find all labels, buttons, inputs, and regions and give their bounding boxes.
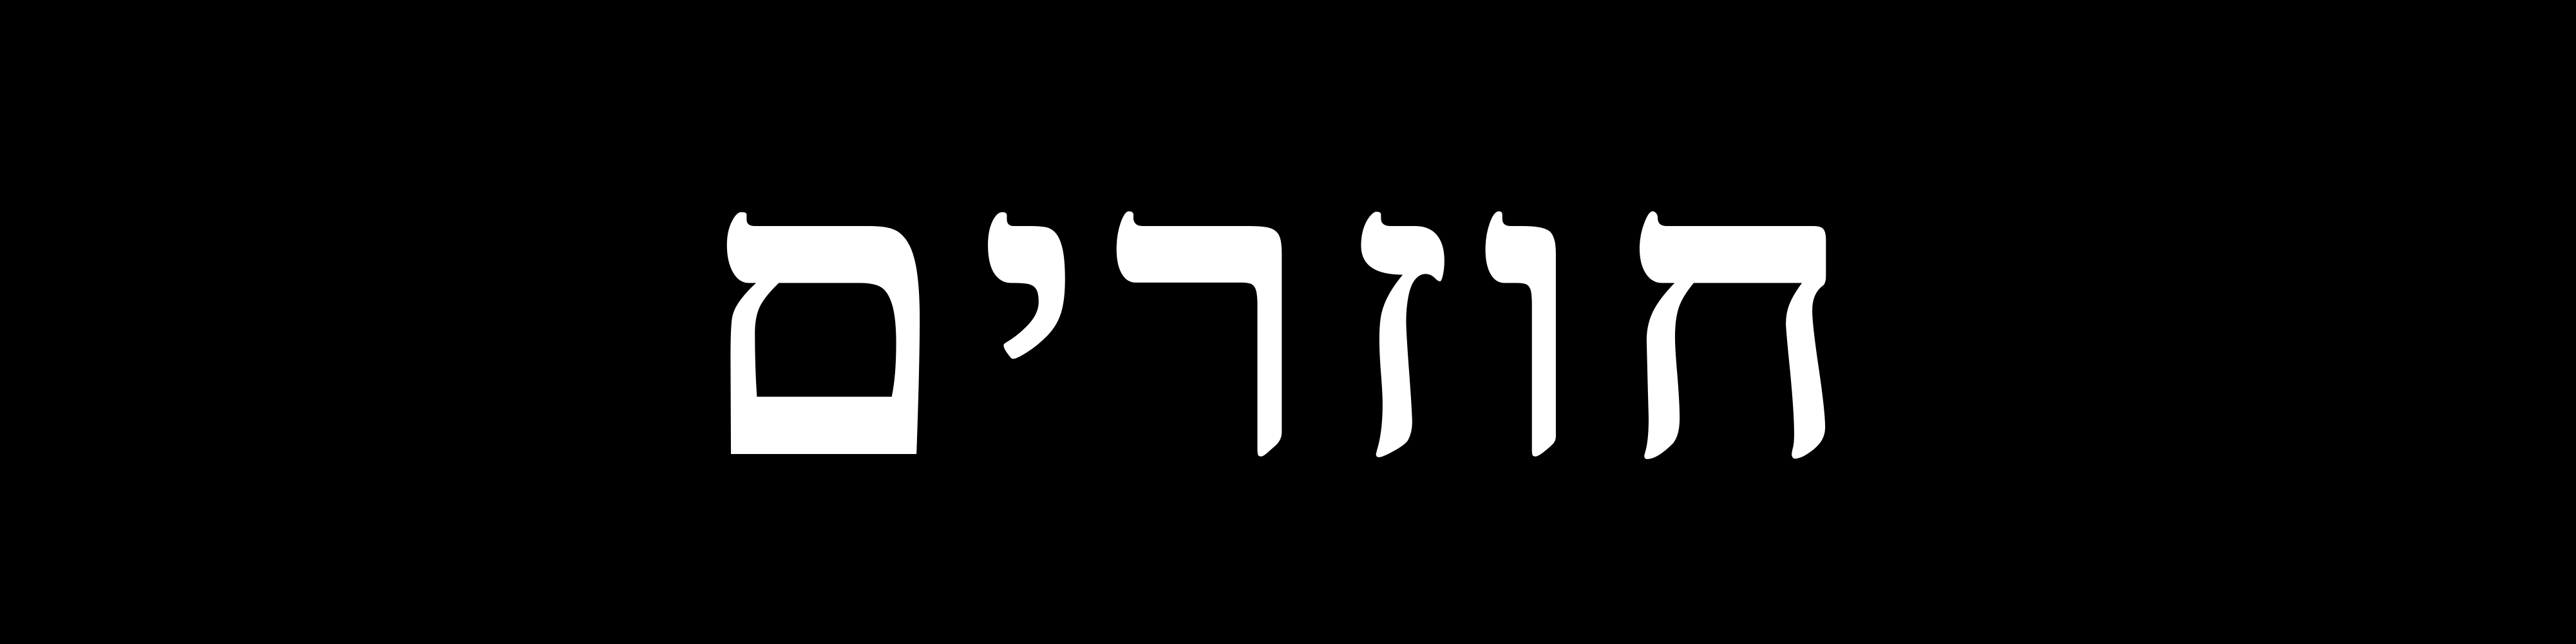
hebrew-word: חוזרים: [694, 67, 1882, 551]
